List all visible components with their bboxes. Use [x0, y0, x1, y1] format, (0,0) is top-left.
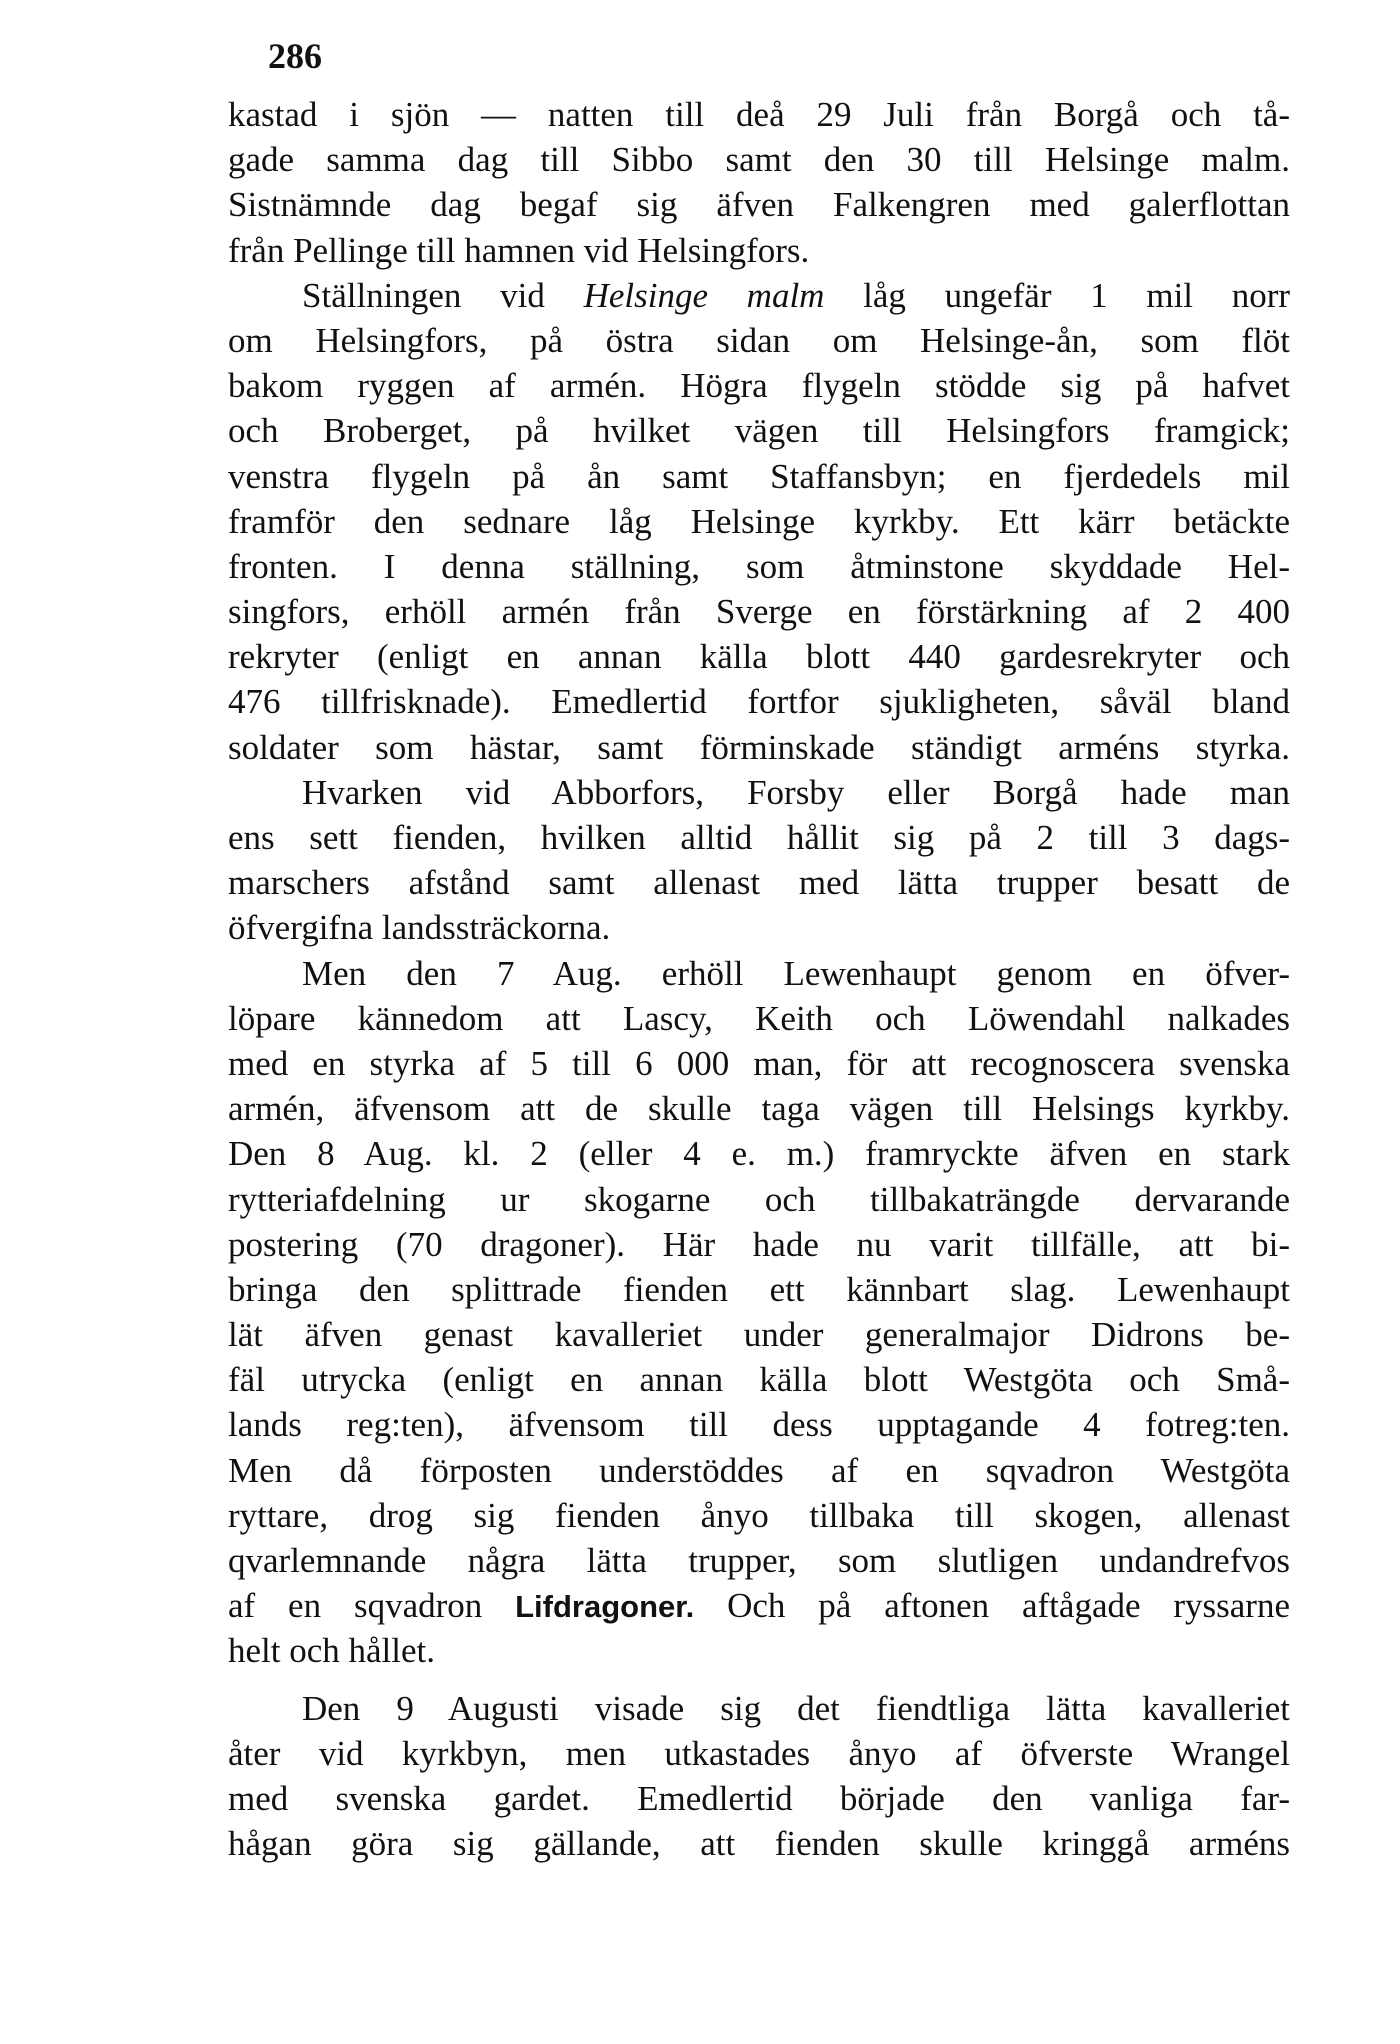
- text-line: venstra flygeln på ån samt Staffansbyn; en fjerdedels mil: [228, 456, 1290, 496]
- regiment-name: Lifdragoner.: [515, 1589, 695, 1625]
- text-line: framför den sednare låg Helsinge kyrkby. Ett kärr betäckte: [228, 501, 1290, 541]
- text-line: armén, äfvensom att de skulle taga vägen till Helsings kyrkby.: [228, 1089, 1290, 1129]
- text-line: Hvarken vid Abborfors, Forsby eller Borgå hade man: [302, 772, 1290, 812]
- text-line: löpare kännedom att Lascy, Keith och Löwendahl nalkades: [228, 998, 1290, 1038]
- text-span: Och på aftonen aftågade ryssarne: [727, 1586, 1290, 1626]
- text-line: rytteriafdelning ur skogarne och tillbakaträngde dervarande: [228, 1179, 1290, 1219]
- text-line: Men den 7 Aug. erhöll Lewenhaupt genom en öfver-: [302, 953, 1290, 993]
- text-line: hågan göra sig gällande, att fienden skulle kringgå arméns: [228, 1824, 1290, 1864]
- text-line: fäl utrycka (enligt en annan källa blott Westgöta och Små-: [228, 1360, 1290, 1400]
- text-line: Den 9 Augusti visade sig det fiendtliga lätta kavalleriet: [302, 1688, 1290, 1728]
- text-line: 476 tillfrisknade). Emedlertid fortfor sjukligheten, såväl bland: [228, 682, 1290, 722]
- text-line: helt och hållet.: [228, 1631, 436, 1671]
- text-span: låg ungefär 1 mil norr: [863, 275, 1291, 315]
- text-line: om Helsingfors, på östra sidan om Helsinge-ån, som flöt: [228, 320, 1290, 360]
- text-line: åter vid kyrkbyn, men utkastades ånyo af öfverste Wrangel: [228, 1733, 1290, 1773]
- text-line: postering (70 dragoner). Här hade nu varit tillfälle, att bi-: [228, 1224, 1290, 1264]
- text-line: singfors, erhöll armén från Sverge en förstärkning af 2 400: [228, 592, 1290, 632]
- text-line: [228, 273, 1290, 318]
- text-line: bakom ryggen af armén. Högra flygeln stödde sig på hafvet: [228, 366, 1290, 406]
- text-line: Den 8 Aug. kl. 2 (eller 4 e. m.) framryckte äfven en stark: [228, 1134, 1290, 1174]
- text-span: af en sqvadron: [228, 1586, 483, 1626]
- text-line: från Pellinge till hamnen vid Helsingfors.: [228, 230, 810, 270]
- text-line: marschers afstånd samt allenast med lätta trupper besatt de: [228, 863, 1290, 903]
- text-line: ens sett fienden, hvilken alltid hållit sig på 2 till 3 dags-: [228, 818, 1290, 857]
- italic-place-name: Helsinge malm: [583, 275, 825, 315]
- text-line: fronten. I denna ställning, som åtminstone skyddade Hel-: [228, 546, 1290, 586]
- text-line: soldater som hästar, samt förminskade ständigt arméns styrka.: [228, 727, 1290, 767]
- text-span: Ställningen vid: [302, 275, 545, 315]
- text-line: rekryter (enligt en annan källa blott 440 gardesrekryter och: [228, 637, 1290, 677]
- text-line: med en styrka af 5 till 6 000 man, för att recognoscera svenska: [228, 1043, 1290, 1083]
- text-line: bringa den splittrade fienden ett kännbart slag. Lewenhaupt: [228, 1269, 1290, 1309]
- text-block: [228, 92, 1290, 1866]
- text-line: och Broberget, på hvilket vägen till Helsingfors framgick;: [228, 411, 1290, 451]
- text-line: kastad i sjön — natten till deå 29 Juli från Borgå och tå-: [228, 95, 1290, 134]
- text-line: Sistnämnde dag begaf sig äfven Falkengren med galerflottan: [228, 185, 1290, 225]
- text-line: ryttare, drog sig fienden ånyo tillbaka till skogen, allenast: [228, 1495, 1290, 1535]
- text-line: med svenska gardet. Emedlertid började den vanliga far-: [228, 1778, 1290, 1818]
- text-line: öfvergifna landssträckorna.: [228, 908, 611, 948]
- text-line: gade samma dag till Sibbo samt den 30 till Helsinge malm.: [228, 140, 1290, 180]
- text-line: [228, 1583, 1290, 1628]
- text-line: qvarlemnande några lätta trupper, som slutligen undandrefvos: [228, 1541, 1290, 1580]
- text-line: lät äfven genast kavalleriet under generalmajor Didrons be-: [228, 1315, 1290, 1355]
- text-line: lands reg:ten), äfvensom till dess upptagande 4 fotreg:ten.: [228, 1405, 1290, 1445]
- page-number: 286: [268, 36, 322, 76]
- text-line: Men då förposten understöddes af en sqvadron Westgöta: [228, 1450, 1290, 1490]
